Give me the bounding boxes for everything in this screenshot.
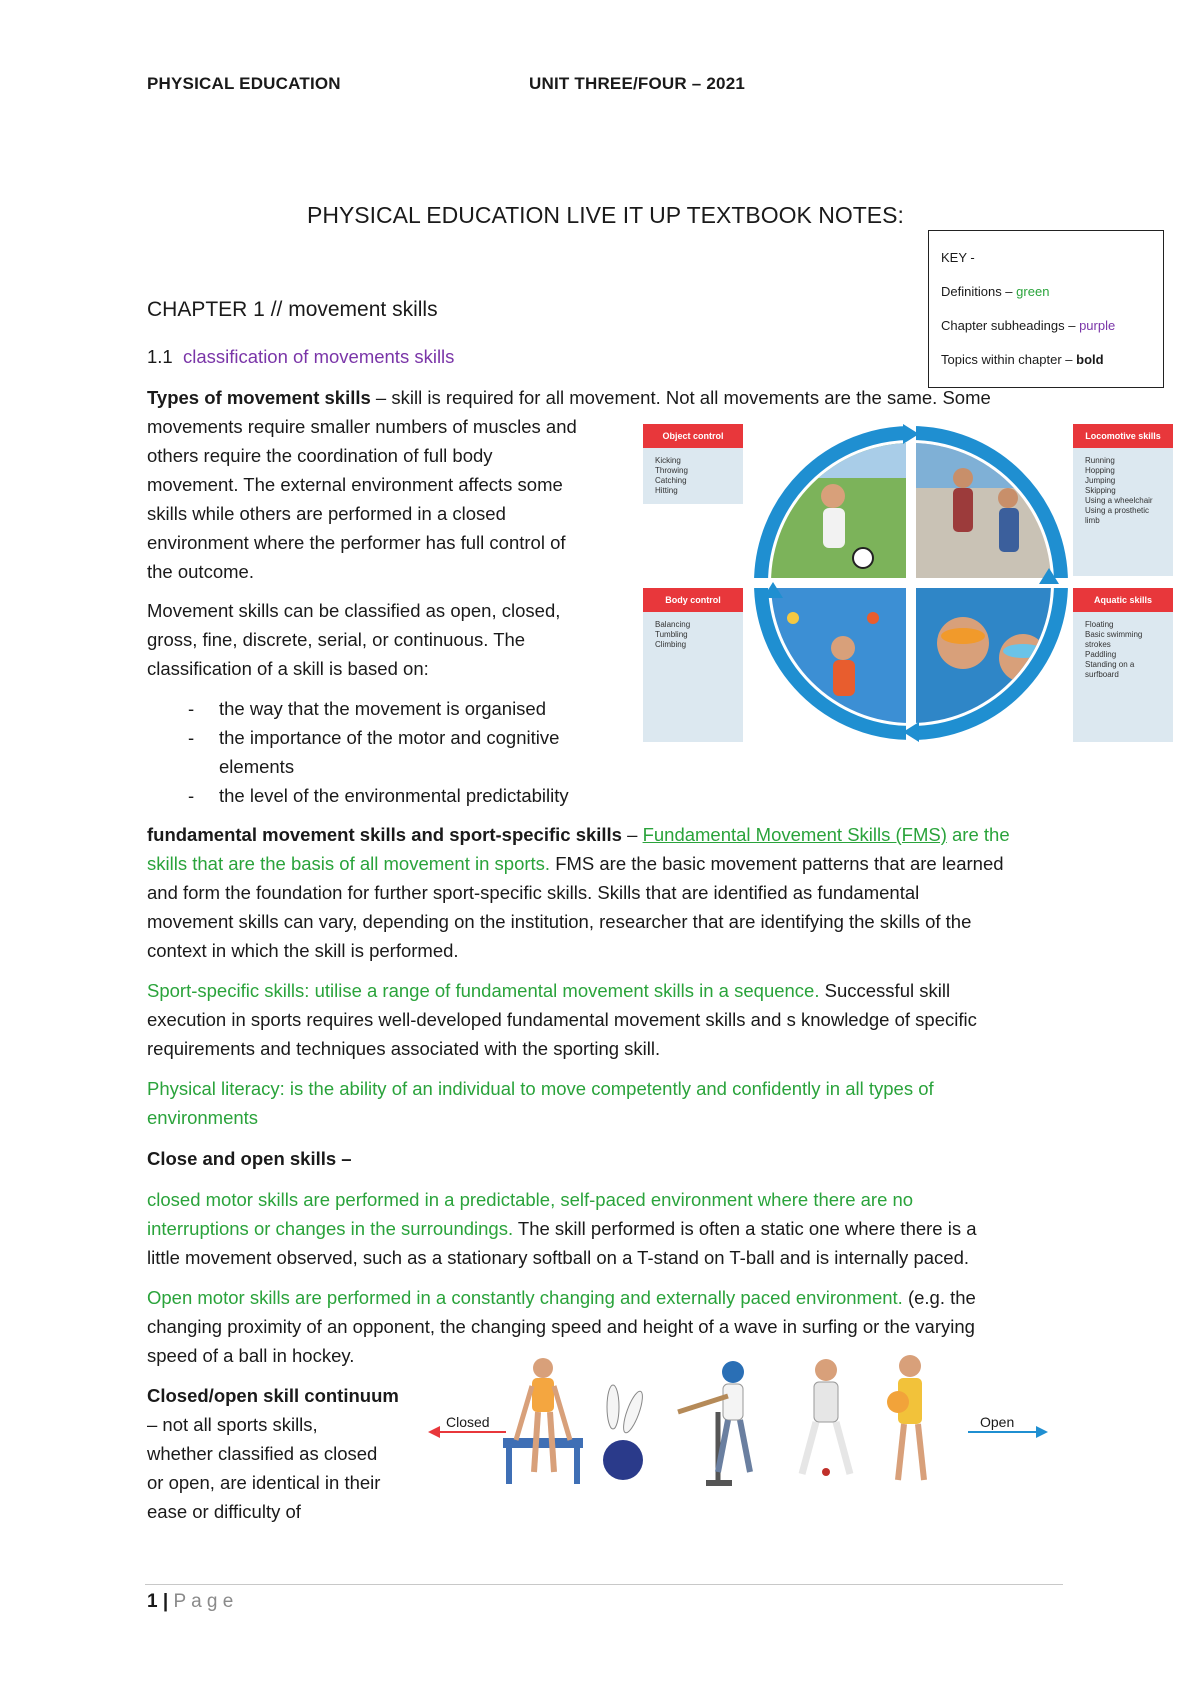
- closed-skills-paragraph: closed motor skills are performed in a predictable, self-paced environment where there are no interruptions or changes in the surroundings. The skill performed is often a static one where there is a little movement observed, such as a stationary softball on a T-stand on T-ball and is internally paced.: [147, 1189, 977, 1268]
- classification-list: [147, 694, 667, 810]
- list-item: - the importance of the motor and cognitive: [147, 723, 667, 752]
- classification-paragraph: Movement skills can be classified as open, closed, gross, fine, discrete, serial, or continuous. The classification of a skill is based on:: [147, 600, 561, 679]
- fms-paragraph: fundamental movement skills and sport-specific skills – Fundamental Movement Skills (FMS) are the skills that are the basis of all movement in sports. FMS are the basic movement patterns that are learned and form the foundation for further sport-specific skills. Skills that are identified as fundamental movement skills can vary, depending on the institution, researcher that are identifying the skills of the context in which the skill is performed.: [147, 824, 1010, 961]
- key-subheadings: Chapter subheadings – purple: [941, 318, 1116, 333]
- object-control-card: Object control Kicking Throwing Catching Hitting: [643, 424, 743, 504]
- continuum-figures: [428, 1352, 1048, 1492]
- header-subject: PHYSICAL EDUCATION: [147, 74, 341, 93]
- page-footer: 1 | P a g e: [147, 1591, 234, 1612]
- sport-specific-paragraph: Sport-specific skills: utilise a range of fundamental movement skills in a sequence. Successful skill execution in sports requires well-developed fundamental movement skills and s knowledge of specific requirements and techniques associated with the sporting skill.: [147, 980, 977, 1059]
- header-unit: UNIT THREE/FOUR – 2021: [529, 74, 746, 93]
- section-heading: 1.1 classification of movements skills: [147, 346, 455, 367]
- page-title: PHYSICAL EDUCATION LIVE IT UP TEXTBOOK NOTES:: [307, 202, 904, 228]
- list-item: - the level of the environmental predictability: [147, 781, 667, 810]
- key-topics: Topics within chapter – bold: [941, 352, 1104, 367]
- aquatic-card: Aquatic skills Floating Basic swimming strokes Paddling Standing on a surfboard: [1073, 588, 1173, 742]
- continuum-paragraph: Closed/open skill continuum – not all sports skills, whether classified as closed or open, are identical in their ease or difficulty of: [147, 1385, 399, 1522]
- footer-divider: [145, 1584, 1063, 1585]
- body-control-card: Body control Balancing Tumbling Climbing: [643, 588, 743, 742]
- key-heading: KEY -: [941, 250, 975, 265]
- close-open-heading: Close and open skills –: [147, 1148, 352, 1169]
- locomotive-card: Locomotive skills Running Hopping Jumping Skipping Using a wheelchair Using a prosthetic limb: [1073, 424, 1173, 576]
- types-paragraph: Types of movement skills – skill is required for all movement. Not all movements are the same. Some movements require smaller numbers of muscles and others require the coordination of full body movement. The external environment affects some skills while others are performed in a closed environment where the performer has full control of the outcome.: [147, 387, 991, 582]
- chapter-heading: CHAPTER 1 // movement skills: [147, 298, 438, 321]
- list-item: - the way that the movement is organised: [147, 694, 667, 723]
- skills-cycle-graphic: [753, 418, 1069, 748]
- open-label: Open: [980, 1414, 1015, 1430]
- skill-continuum-graphic: [428, 1352, 1048, 1492]
- physical-literacy-paragraph: Physical literacy: is the ability of an individual to move competently and confidently in all types of environments: [147, 1078, 934, 1128]
- open-skills-paragraph: Open motor skills are performed in a constantly changing and externally paced environment. (e.g. the changing proximity of an opponent, the changing speed and height of a wave in surfing or the varying speed of a ball in hockey.: [147, 1287, 976, 1366]
- movement-skills-diagram: [643, 418, 1173, 748]
- fms-term: Fundamental Movement Skills (FMS): [642, 824, 947, 845]
- closed-label: Closed: [446, 1414, 490, 1430]
- list-item: elements: [219, 756, 295, 777]
- key-box: [928, 230, 1164, 388]
- key-definitions: Definitions – green: [941, 284, 1050, 299]
